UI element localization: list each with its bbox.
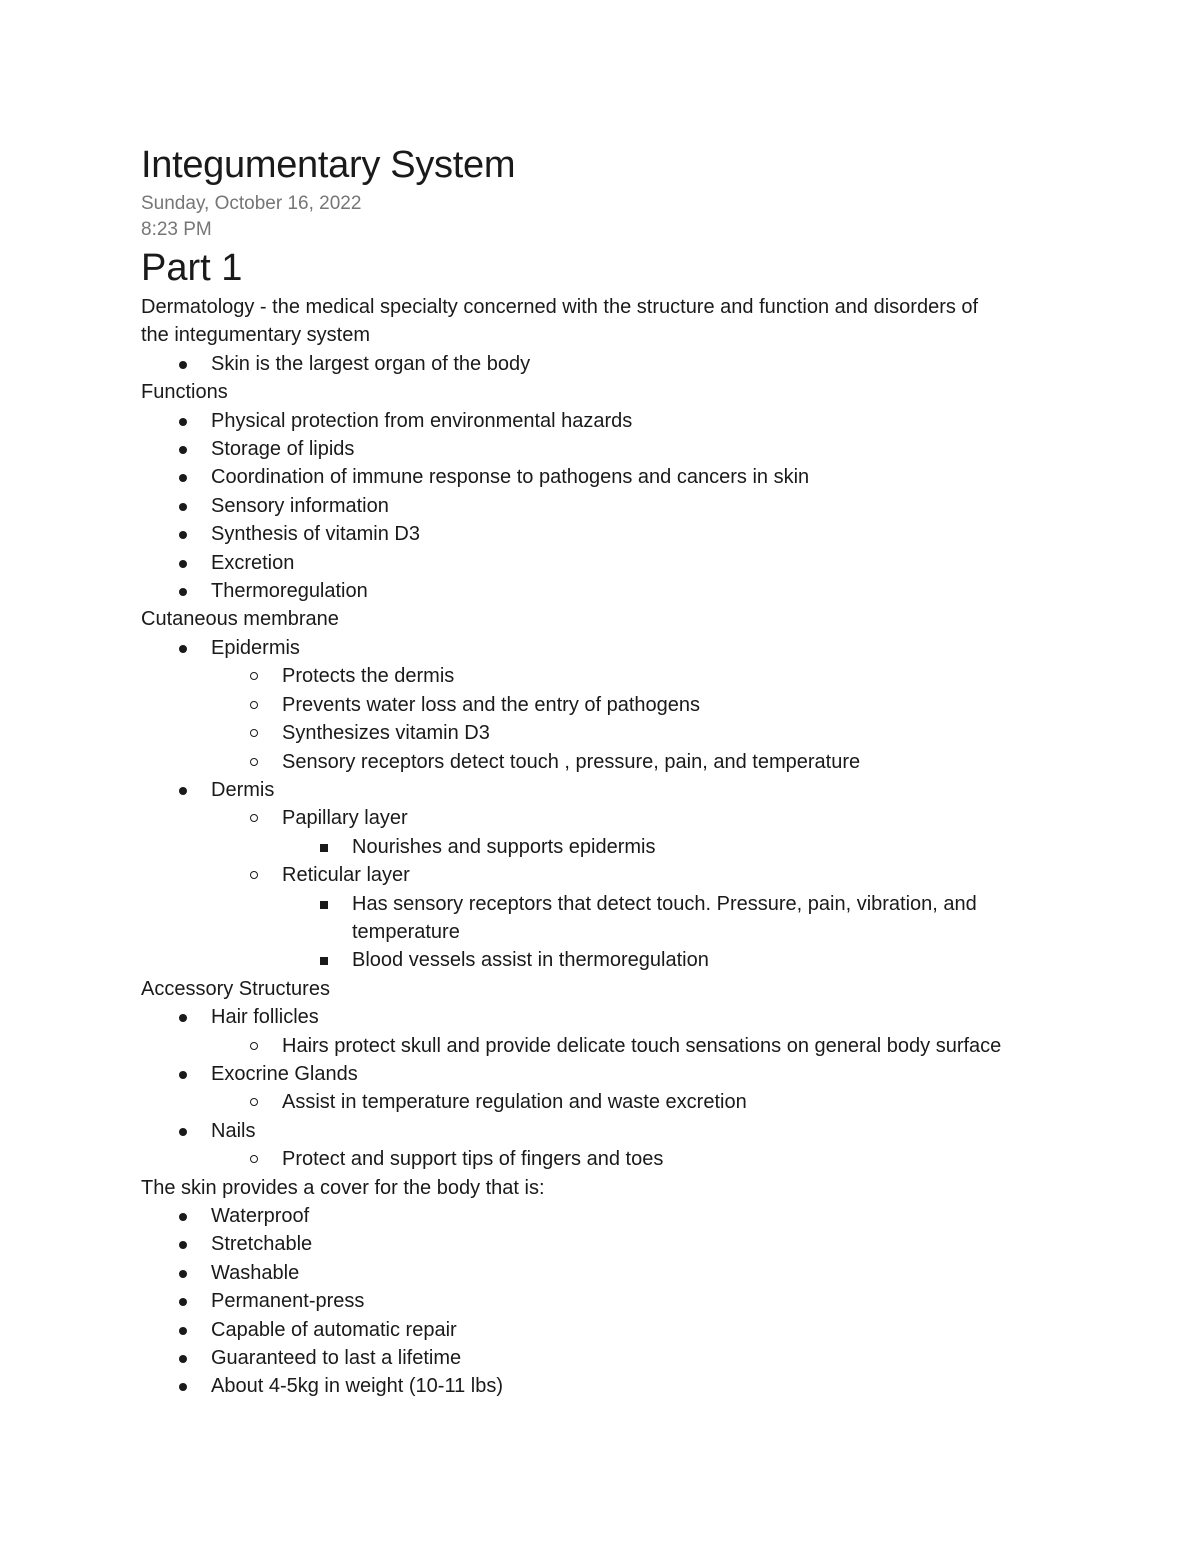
list-item: Capable of automatic repair [141, 1316, 1071, 1344]
accessory-list [141, 1003, 1071, 1173]
list-item: Exocrine Glands [141, 1060, 1071, 1088]
bullet-icon [179, 503, 187, 511]
list-item: Hair follicles [141, 1003, 1071, 1031]
square-bullet-icon [320, 844, 328, 852]
cover-label: The skin provides a cover for the body that is: [141, 1176, 545, 1199]
note-page [141, 143, 1071, 1401]
intro-paragraph [141, 293, 1071, 350]
list-item: Storage of lipids [141, 435, 1071, 463]
list-item: Epidermis [141, 634, 1071, 662]
bullet-icon [179, 1383, 187, 1391]
list-item: Protects the dermis [141, 662, 1071, 690]
intro-line: the integumentary system [141, 324, 370, 347]
list-item: Nails [141, 1117, 1071, 1145]
list-item: Skin is the largest organ of the body [141, 350, 1071, 378]
page-title: Integumentary System [141, 144, 516, 186]
intro-line: Dermatology - the medical specialty concerned with the structure and function and disorders of [141, 296, 979, 318]
list-item: Excretion [141, 549, 1071, 577]
circle-bullet-icon [250, 672, 258, 680]
bullet-icon [179, 474, 187, 482]
list-item: Reticular layer [141, 861, 1071, 889]
bullet-icon [179, 560, 187, 568]
bullet-icon [179, 446, 187, 454]
bullet-icon [179, 1014, 187, 1022]
circle-bullet-icon [250, 1155, 258, 1163]
list-item: Protect and support tips of fingers and toes [141, 1145, 1071, 1173]
list-item: Permanent-press [141, 1287, 1071, 1315]
list-item: Guaranteed to last a lifetime [141, 1344, 1071, 1372]
list-item: Stretchable [141, 1230, 1071, 1258]
list-item: Nourishes and supports epidermis [141, 833, 1071, 861]
bullet-icon [179, 361, 187, 369]
list-item: Sensory receptors detect touch , pressure, pain, and temperature [141, 748, 1071, 776]
bullet-icon [179, 1270, 187, 1278]
bullet-icon [179, 645, 187, 653]
intro-list [141, 350, 1071, 378]
bullet-icon [179, 531, 187, 539]
bullet-icon [179, 1213, 187, 1221]
circle-bullet-icon [250, 729, 258, 737]
list-item: Waterproof [141, 1202, 1071, 1230]
cutaneous-label: Cutaneous membrane [141, 608, 339, 631]
circle-bullet-icon [250, 871, 258, 879]
bullet-icon [179, 1071, 187, 1079]
list-item: Synthesis of vitamin D3 [141, 520, 1071, 548]
bullet-icon [179, 1298, 187, 1306]
list-item: About 4-5kg in weight (10-11 lbs) [141, 1372, 1071, 1400]
circle-bullet-icon [250, 1042, 258, 1050]
list-item: Assist in temperature regulation and waste excretion [141, 1088, 1071, 1116]
section-heading: Part 1 [141, 247, 243, 289]
note-time: 8:23 PM [141, 219, 212, 240]
list-item: Papillary layer [141, 804, 1071, 832]
functions-list [141, 407, 1071, 606]
list-item: Synthesizes vitamin D3 [141, 719, 1071, 747]
list-item: Hairs protect skull and provide delicate touch sensations on general body surface [141, 1032, 1071, 1060]
note-date: Sunday, October 16, 2022 [141, 193, 362, 214]
bullet-icon [179, 1327, 187, 1335]
bullet-icon [179, 418, 187, 426]
cover-list [141, 1202, 1071, 1401]
bullet-icon [179, 1241, 187, 1249]
bullet-icon [179, 1128, 187, 1136]
circle-bullet-icon [250, 814, 258, 822]
bullet-icon [179, 1355, 187, 1363]
accessory-label: Accessory Structures [141, 977, 330, 1000]
list-item: Washable [141, 1259, 1071, 1287]
circle-bullet-icon [250, 758, 258, 766]
list-item: Has sensory receptors that detect touch. Pressure, pain, vibration, and temperature [141, 890, 1071, 947]
circle-bullet-icon [250, 1098, 258, 1106]
note-meta [141, 191, 1071, 243]
functions-label: Functions [141, 381, 228, 404]
list-item: Prevents water loss and the entry of pathogens [141, 691, 1071, 719]
square-bullet-icon [320, 957, 328, 965]
list-item: Coordination of immune response to pathogens and cancers in skin [141, 463, 1071, 491]
list-item: Physical protection from environmental hazards [141, 407, 1071, 435]
list-item: Blood vessels assist in thermoregulation [141, 946, 1071, 974]
list-item: Thermoregulation [141, 577, 1071, 605]
list-item: Sensory information [141, 492, 1071, 520]
bullet-icon [179, 787, 187, 795]
square-bullet-icon [320, 901, 328, 909]
list-item: Dermis [141, 776, 1071, 804]
circle-bullet-icon [250, 701, 258, 709]
bullet-icon [179, 588, 187, 596]
cutaneous-list [141, 634, 1071, 975]
